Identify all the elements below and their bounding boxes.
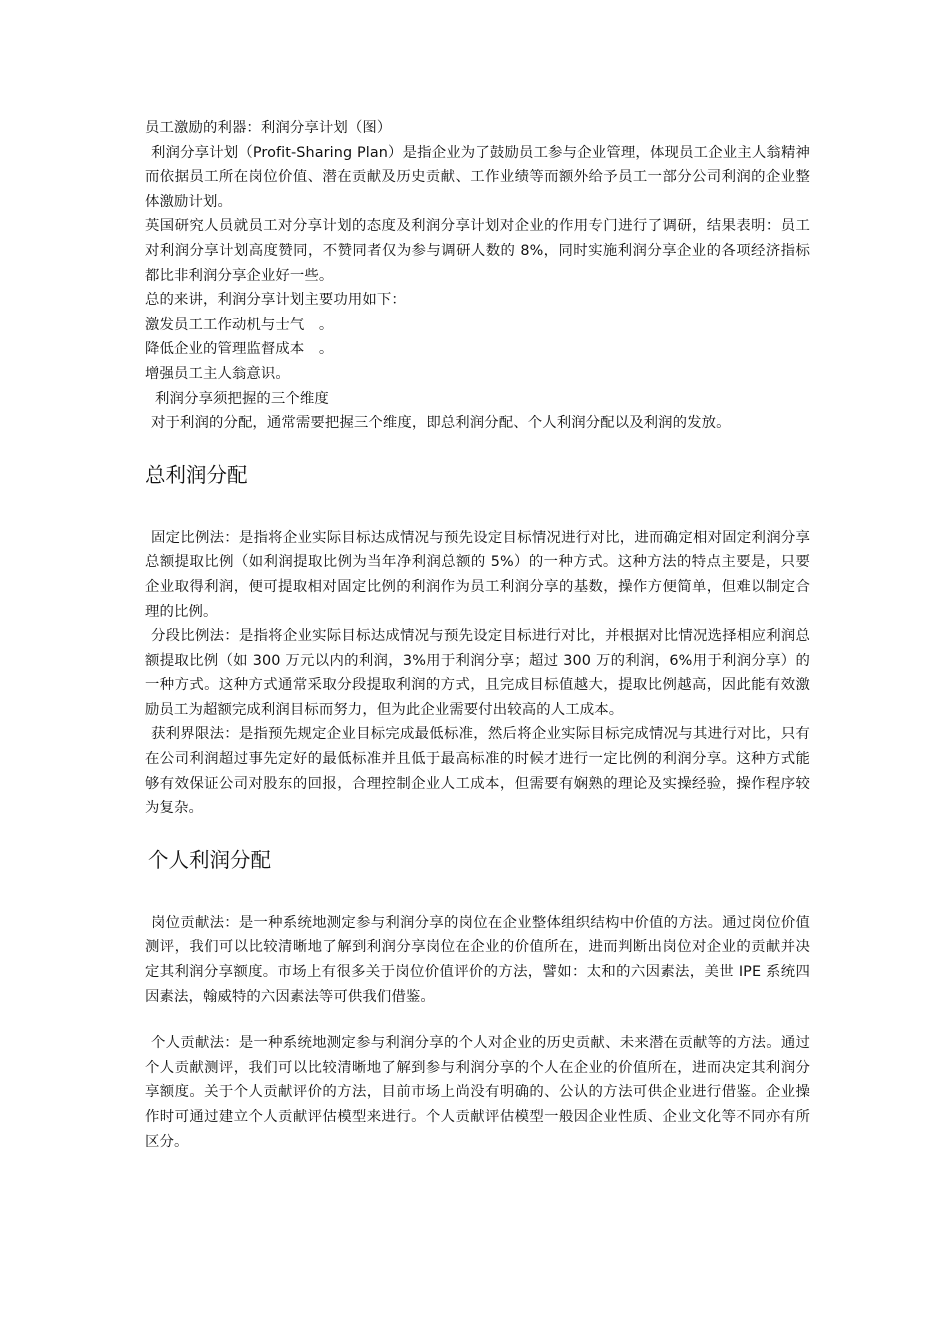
document-page [145,116,810,1154]
intro-paragraph: 英国研究人员就员工对分享计划的态度及利润分享计划对企业的作用专门进行了调研，结果表明：员工对利润分享计划高度赞同，不赞同者仅为参与调研人数的 8%，同时实施利润分享企业的各项经济指标都比非利润分享企业好一些。 [145,218,810,284]
function-list-item: 降低企业的管理监督成本 。 [145,341,334,358]
section-paragraph: 固定比例法：是指将企业实际目标达成情况与预先设定目标情况进行对比，进而确定相对固定利润分享总额提取比例（如利润提取比例为当年净利润总额的 5%）的一种方式。这种方法的特点主要是，只要企业取得利润，便可提取相对固定比例的利润作为员工利润分享的基数，操作方便简单，但难以制定合理的比例。 [145,529,810,620]
intro-paragraph: 对于利润的分配，通常需要把握三个维度，即总利润分配、个人利润分配以及利润的发放。 [151,415,731,432]
function-list-item: 激发员工工作动机与士气 。 [145,316,334,333]
section-heading-individual-profit: 个人利润分配 [148,847,271,872]
section-paragraph: 岗位贡献法：是一种系统地测定参与利润分享的岗位在企业整体组织结构中价值的方法。通过岗位价值测评，我们可以比较清晰地了解到利润分享岗位在企业的价值所在，进而判断出岗位对企业的贡献并决定其利润分享额度。市场上有很多关于岗位价值评价的方法，譬如：太和的六因素法，美世 IPE 系统四因素法，翰威特的六因素法等可供我们借鉴。 [145,914,810,1005]
section-paragraph: 获利界限法：是指预先规定企业目标完成最低标准，然后将企业实际目标完成情况与其进行对比，只有在公司利润超过事先定好的最低标准并且低于最高标准的时候才进行一定比例的利润分享。这种方式能够有效保证公司对股东的回报，合理控制企业人工成本，但需要有娴熟的理论及实操经验，操作程序较为复杂。 [145,726,810,817]
function-list-item: 增强员工主人翁意识。 [145,365,290,382]
paragraph-spacer [145,1009,810,1031]
section-paragraph: 个人贡献法：是一种系统地测定参与利润分享的个人对企业的历史贡献、未来潜在贡献等的方法。通过个人贡献测评，我们可以比较清晰地了解到参与利润分享的个人在企业的价值所在，进而决定其利润分享额度。关于个人贡献评价的方法，目前市场上尚没有明确的、公认的方法可供企业进行借鉴。企业操作时可通过建立个人贡献评估模型来进行。个人贡献评估模型一般因企业性质、企业文化等不同亦有所区分。 [145,1035,810,1150]
document-title: 员工激励的利器：利润分享计划（图） [145,120,392,136]
intro-paragraph: 总的来讲，利润分享计划主要功用如下： [145,292,406,309]
intro-paragraph: 利润分享计划（Profit-Sharing Plan）是指企业为了鼓励员工参与企业管理，体现员工企业主人翁精神而依据员工所在岗位价值、潜在贡献及历史贡献、工作业绩等而额外给予员工一部分公司利润的企业整体激励计划。 [145,144,810,210]
subheading-three-dimensions: 利润分享须把握的三个维度 [155,390,329,407]
section-heading-total-profit: 总利润分配 [145,462,248,487]
section-paragraph: 分段比例法：是指将企业实际目标达成情况与预先设定目标进行对比，并根据对比情况选择相应利润总额提取比例（如 300 万元以内的利润，3%用于利润分享；超过 300 万的利润，6%用于利润分享）的一种方式。这种方式通常采取分段提取利润的方式，且完成目标值越大，提取比例越高，因此能有效激励员工为超额完成利润目标而努力，但为此企业需要付出较高的人工成本。 [145,628,810,718]
